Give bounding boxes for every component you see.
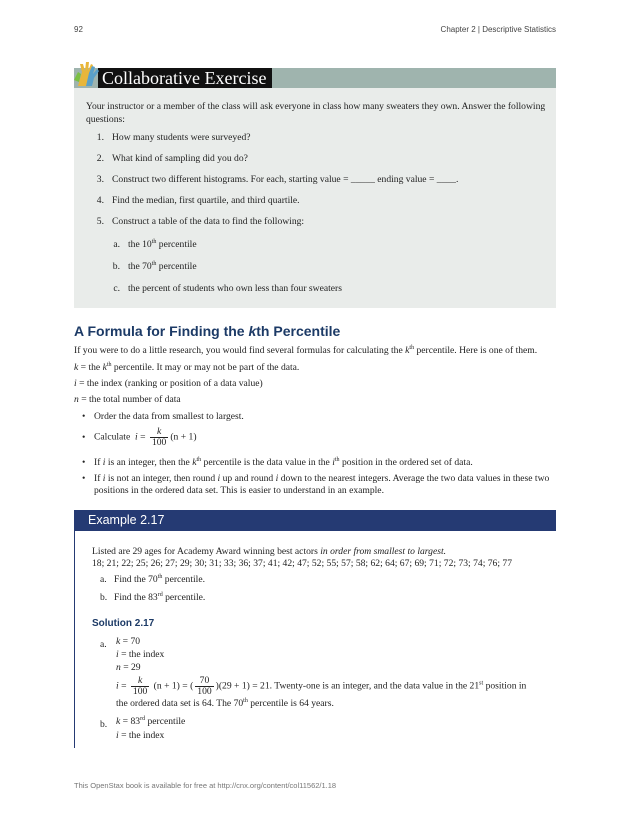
solution-a-calculation: i = $\frac{k}{100}$ (n + 1) = ( $\frac{70}{100}$ )(29 + 1) = 21. Twenty-one is an integer, and the data value in the 21st position in — [116, 675, 527, 697]
page-footer: This OpenStax book is available for free at http://cnx.org/content/col11562/1.18 — [74, 781, 337, 790]
collaborative-exercise-box — [74, 68, 556, 308]
item-number: b. — [112, 261, 120, 272]
bullet-item: • Calculate i = $\frac{k}{100}$ (n + 1) — [82, 426, 197, 448]
section-intro: If you were to do a little research, you would find several formulas for calculating the $k^{th}$ percentile. Here is one of them. — [74, 344, 538, 356]
calc-fraction: $\frac{70}{100}$ — [197, 675, 212, 697]
chapter-header: Chapter 2 | Descriptive Statistics — [440, 25, 556, 34]
bullet-item: • If i is an integer, then the $k^{th}$ percentile is the data value in the $i^{th}$ position in the ordered set of data. — [82, 456, 473, 468]
definition-n: n = the total number of data — [74, 394, 181, 405]
collab-intro: Your instructor or a member of the class will ask everyone in class how many sweaters they own. Answer the following questions: — [86, 101, 546, 125]
item-number: 1. — [96, 132, 104, 143]
example-header-bar — [74, 510, 556, 531]
section-heading: A Formula for Finding the kth Percentile — [74, 323, 341, 339]
list-item: a. Find the 70th percentile. — [100, 573, 206, 585]
item-text: Construct a table of the data to find the following: — [112, 216, 305, 227]
sub-list-item: a. the 10th percentile — [108, 239, 197, 250]
definition-i: i = the index (ranking or position of a data value) — [74, 378, 263, 389]
solution-label-b: b. — [100, 719, 108, 730]
list-item — [86, 153, 248, 164]
hands-logo-icon — [72, 58, 104, 90]
example-intro: Listed are 29 ages for Academy Award winning best actors in order from smallest to largest. — [92, 546, 447, 557]
item-text: Construct two different histograms. For each, starting value = _____ ending value = ____. — [112, 174, 459, 185]
solution-label-a: a. — [100, 639, 107, 650]
item-number: 2. — [96, 153, 104, 164]
item-number: 5. — [96, 216, 104, 227]
solution-a-result: the ordered data set is 64. The 70th percentile is 64 years. — [116, 697, 334, 709]
solution-a-k: k = 70 — [116, 636, 141, 647]
page-number: 92 — [74, 25, 83, 34]
example-data: 18; 21; 22; 25; 26; 27; 29; 30; 31; 33; 36; 37; 41; 42; 47; 52; 55; 57; 58; 62; 64; 67; 69; 71; 72; 73; 74; 76; 77 — [92, 558, 513, 569]
list-item — [86, 216, 304, 227]
solution-a-i: i = the index — [116, 649, 165, 660]
collab-title: Collaborative Exercise — [98, 68, 272, 88]
calc-fraction: $\frac{k}{100}$ — [132, 675, 148, 697]
list-item — [86, 174, 458, 185]
item-number: 4. — [96, 195, 104, 206]
item-text: Find the median, first quartile, and third quartile. — [112, 195, 300, 206]
solution-a-n: n = 29 — [116, 662, 141, 673]
solution-b-i: i = the index — [116, 730, 165, 741]
item-text: What kind of sampling did you do? — [112, 153, 248, 164]
formula-fraction: $\frac{k}{100}$ — [151, 426, 167, 448]
item-number: c. — [113, 283, 120, 294]
bullet-item: • Order the data from smallest to largest. — [82, 411, 244, 422]
bullet-item: • If i is not an integer, then round i up and round i down to the nearest integers. Average the two data values in these two positions in the ordered data set. This is easier to understand in an example. — [82, 473, 550, 496]
list-item — [86, 195, 300, 206]
list-item: b. Find the 83rd percentile. — [100, 591, 206, 603]
example-title: Example 2.17 — [88, 513, 165, 527]
item-text: How many students were surveyed? — [112, 132, 251, 143]
definition-k: k = the $k^{th}$ percentile. It may or may not be part of the data. — [74, 361, 300, 373]
sub-list-item: c. the percent of students who own less than four sweaters — [108, 283, 342, 294]
solution-b-k: k = 83rd percentile — [116, 715, 186, 727]
example-left-rule — [74, 531, 75, 748]
solution-title: Solution 2.17 — [92, 618, 155, 629]
sub-list-item: b. the 70th percentile — [108, 261, 197, 272]
item-number: a. — [113, 239, 120, 250]
list-item — [86, 132, 251, 143]
item-number: 3. — [96, 174, 104, 185]
